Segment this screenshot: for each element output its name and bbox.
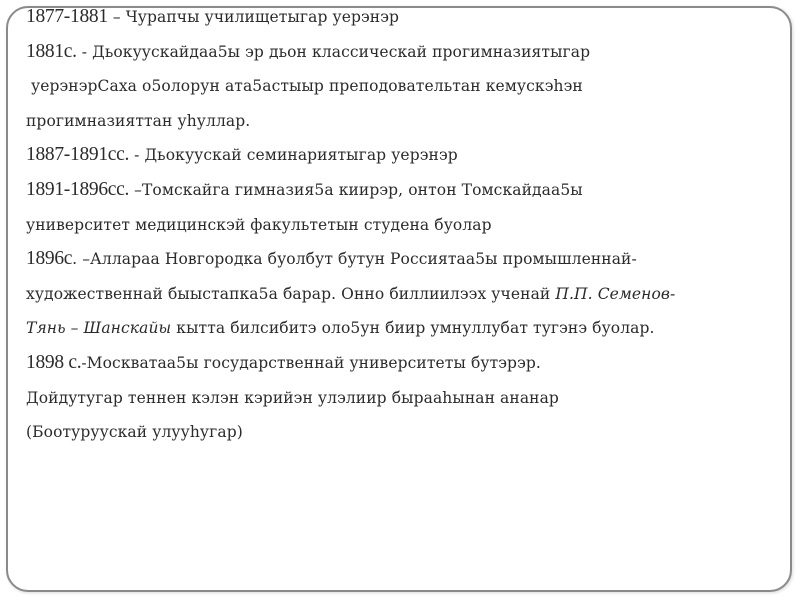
line-text: университет медицинскэй факультетын студена буолар — [26, 215, 492, 234]
line-text: уерэнэрСаха о5олорун ата5астыыр преподовательтан кемускэhэн — [31, 77, 583, 96]
date-label: 1881с. — [26, 40, 77, 62]
date-label: 1896с — [26, 248, 73, 270]
text-line-5 — [26, 142, 778, 177]
text-line-12 — [26, 385, 778, 420]
text-line-4 — [26, 108, 778, 143]
biography-text — [26, 4, 778, 454]
line-text: -Москватаа5ы государственнай университеты бутэрэр. — [81, 353, 541, 372]
text-line-9 — [26, 281, 778, 316]
text-line-2 — [26, 39, 778, 74]
line-text: . –Аллараа Новгородка буолбут бутун Россиятаа5ы промышленнай- — [72, 250, 637, 269]
italic-name: П.П. Семенов- — [555, 284, 676, 303]
line-text: Дойдутугар теннен кэлэн кэрийэн улэлиир бырааhынан ананар — [26, 388, 559, 407]
line-text: кытта билсибитэ оло5ун биир умнуллубат тугэнэ буолар. — [171, 319, 655, 338]
text-line-10 — [26, 315, 778, 350]
text-line-11 — [26, 350, 778, 385]
line-text: - Дьокуускай семинариятыгар уерэнэр — [129, 146, 458, 165]
text-line-6 — [26, 177, 778, 212]
line-text: –Томскайга гимназия5а киирэр, онтон Томскайдаа5ы — [129, 180, 583, 199]
text-line-13 — [26, 419, 778, 454]
text-line-3 — [26, 73, 778, 108]
line-text: – Чурапчы училищетыгар уерэнэр — [107, 8, 400, 26]
line-text: (Боотуруускай улууhугар) — [26, 423, 243, 442]
date-label: 1898 с. — [26, 351, 82, 373]
line-text: прогимназияттан уhуллар. — [26, 111, 251, 130]
date-label: 1887-1891сс. — [26, 144, 130, 166]
date-label: 1877-1881 — [26, 6, 108, 27]
text-line-7 — [26, 212, 778, 247]
text-line-1 — [26, 4, 778, 39]
text-line-8 — [26, 246, 778, 281]
italic-name: Тянь – Шанскайы — [26, 319, 172, 338]
line-text: художественнай быыстапка5а барар. Онно биллиилээх ученай — [26, 284, 556, 303]
line-text: - Дьокуускайдаа5ы эр дьон классическай прогимназиятыгар — [76, 42, 591, 61]
date-label: 1891-1896сс. — [26, 178, 130, 200]
